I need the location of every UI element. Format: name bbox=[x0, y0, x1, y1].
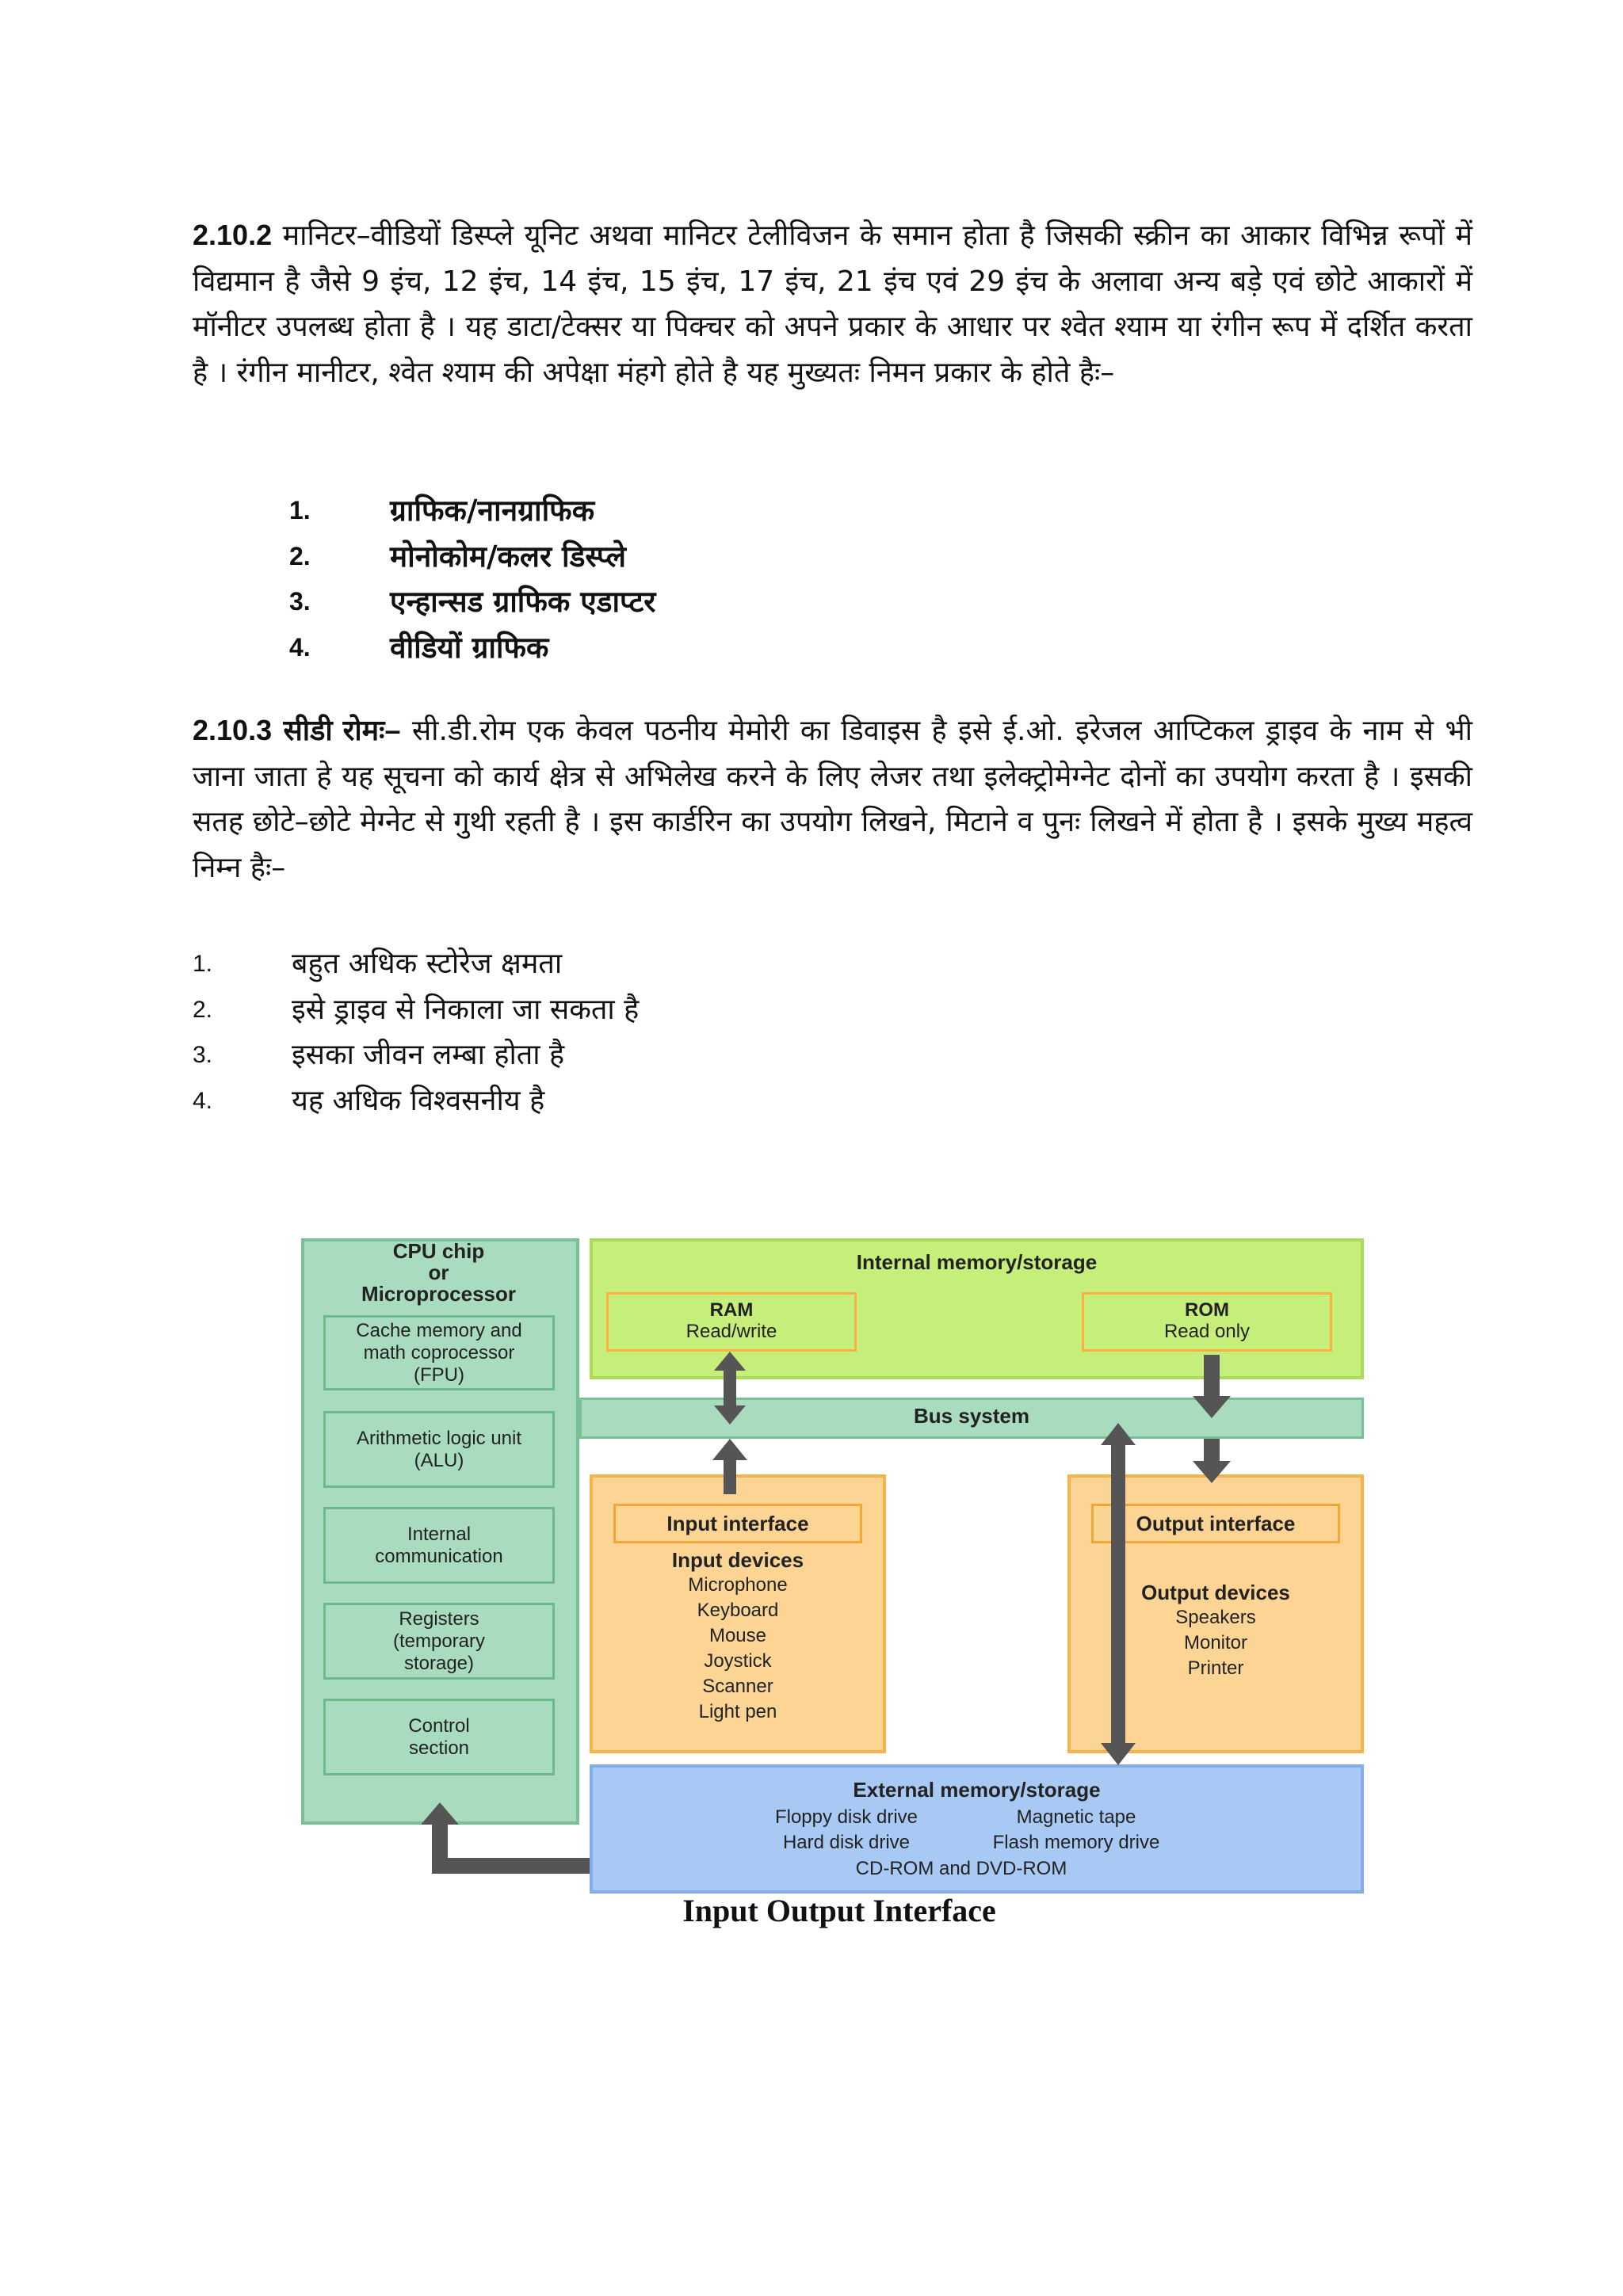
bus-output-down-arrow bbox=[1193, 1439, 1231, 1483]
diagram-arrows bbox=[300, 1234, 1365, 1897]
figure-caption: Input Output Interface bbox=[682, 1893, 996, 1928]
external-memory-title: External memory/storage bbox=[853, 1778, 1101, 1802]
section-heading: सीडी रोमः– bbox=[283, 714, 401, 746]
output-interface-box: Output interface bbox=[1091, 1504, 1340, 1543]
io-interface-diagram bbox=[300, 1234, 1365, 1897]
external-to-cpu-arrow bbox=[421, 1802, 590, 1874]
section-number: 2.10.2 bbox=[193, 219, 273, 251]
input-devices-list: Input devices Microphone Keyboard Mouse Joystick Scanner Light pen bbox=[671, 1548, 804, 1722]
cpu-title: CPU chip or Microprocessor bbox=[361, 1239, 517, 1306]
flash-memory-label: Flash memory drive bbox=[992, 1832, 1160, 1853]
section-text: मानिटर–वीडियों डिस्प्ले यूनिट अथवा मानिटर टेलीविजन के समान होता है जिसकी स्क्रीन का आकार विभिन्न रूपों में विद्यमान है जैसे 9 इंच, 12 इंच, 14 इंच, 15 इंच, 17 इंच, 21 इंच एवं 29 इंच के अलावा अन्य बड़े एवं छोटे आकारों में मॉनीटर उपलब्ध होता है । यह डाटा/टेक्सर या पिक्चर को अपने प्रकार के आधार पर श्वेत श्याम या रंगीन रूप में दर्शित करता है । रंगीन मानीटर, श्वेत श्याम की अपेक्षा मंहगे होते है यह मुख्यतः निमन प्रकार के होते हैः– bbox=[193, 219, 1472, 389]
output-devices-list: Output devices Speakers Monitor Printer bbox=[1141, 1581, 1290, 1679]
bus-external-double-arrow bbox=[1101, 1423, 1136, 1765]
input-interface-box: Input interface bbox=[613, 1504, 862, 1543]
alu-box: Arithmetic logic unit (ALU) bbox=[323, 1411, 555, 1488]
section-text: सी.डी.रोम एक केवल पठनीय मेमोरी का डिवाइस है इसे ई.ओ. इरेजल आप्टिकल ड्राइव के नाम से भी जाना जाता हे यह सूचना को कार्य क्षेत्र से अभिलेख करने के लिए लेजर तथा इलेक्ट्रोमेग्नेट दोनों का उपयोग करता है । इसकी सतह छोटे–छोटे मेग्नेट से गुथी रहती है । इस कार्डरिन का उपयोग लिखने, मिटाने व पुनः लिखने में होता है । इसके मुख्य महत्व निम्न हैः– bbox=[193, 715, 1472, 884]
internal-memory-title: Internal memory/storage bbox=[856, 1250, 1098, 1274]
ram-box: RAM Read/write bbox=[606, 1292, 857, 1352]
bus-system-label: Bus system bbox=[914, 1404, 1029, 1428]
rom-bus-down-arrow bbox=[1193, 1355, 1231, 1418]
section-number: 2.10.3 bbox=[193, 714, 273, 746]
control-section-box: Control section bbox=[323, 1699, 555, 1775]
cdrom-dvdrom-label: CD-ROM and DVD-ROM bbox=[855, 1858, 1067, 1879]
floppy-disk-label: Floppy disk drive bbox=[774, 1806, 918, 1828]
section-2-10-3-paragraph bbox=[193, 707, 1472, 891]
hard-disk-label: Hard disk drive bbox=[782, 1832, 911, 1853]
cache-memory-box: Cache memory and math coprocessor (FPU) bbox=[323, 1315, 555, 1390]
section-2-10-2-paragraph bbox=[193, 212, 1472, 395]
magnetic-tape-label: Magnetic tape bbox=[1016, 1806, 1136, 1828]
rom-box: ROM Read only bbox=[1082, 1292, 1332, 1352]
ram-bus-double-arrow bbox=[714, 1352, 746, 1425]
bus-input-up-arrow bbox=[712, 1439, 747, 1494]
registers-box: Registers (temporary storage) bbox=[323, 1603, 555, 1680]
internal-communication-box: Internal communication bbox=[323, 1507, 555, 1584]
